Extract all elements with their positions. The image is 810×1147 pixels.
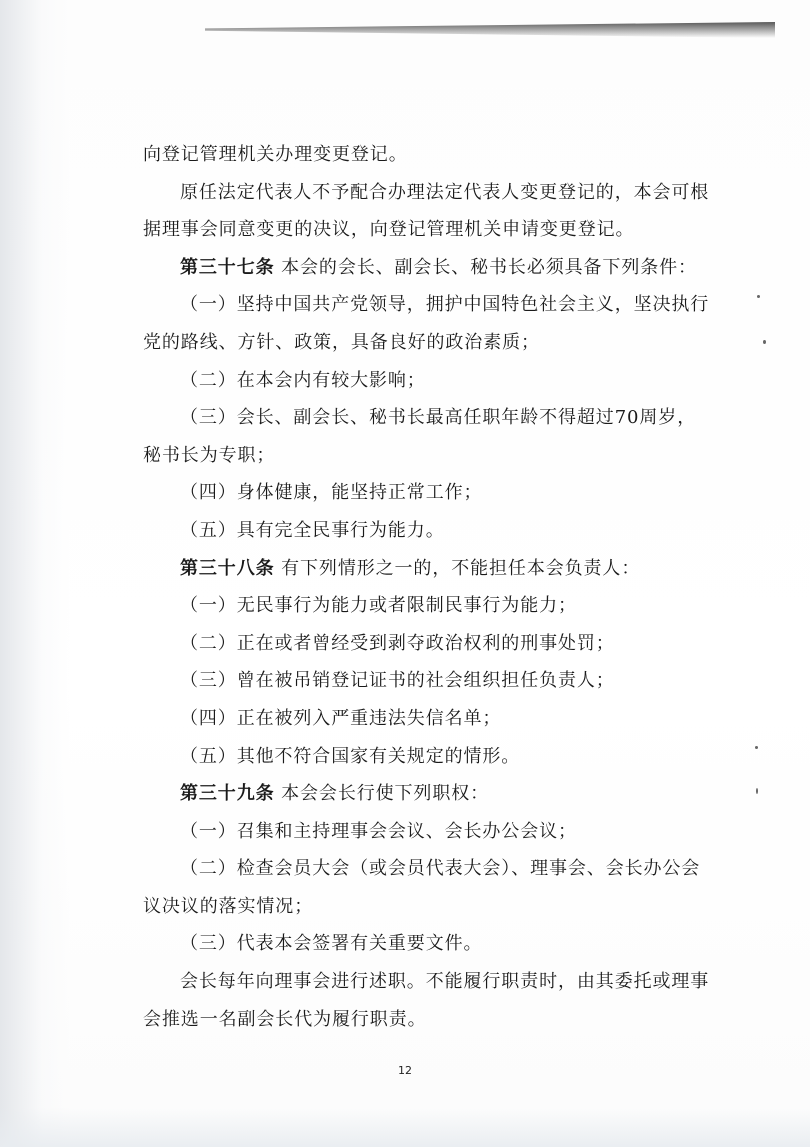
- document-body: [143, 136, 710, 1038]
- text-line: [143, 286, 710, 324]
- text-line: [143, 249, 697, 287]
- article-heading: 第三十七条: [180, 256, 275, 278]
- line-text: 本会会长行使下列职权：: [274, 783, 490, 805]
- line-text: （三）曾在被吊销登记证书的社会组织担任负责人；: [180, 670, 615, 692]
- line-text: 据理事会同意变更的决议，向登记管理机关申请变更登记。: [143, 219, 635, 241]
- article-heading: 第三十八条: [180, 557, 275, 579]
- text-line: [143, 437, 683, 475]
- line-text: （四）身体健康，能坚持正常工作；: [180, 482, 483, 504]
- text-line: [143, 324, 683, 362]
- text-line: [143, 1001, 683, 1039]
- scan-speck: [755, 746, 758, 749]
- text-line: [143, 587, 683, 625]
- line-text: 向登记管理机关办理变更登记。: [143, 144, 408, 165]
- line-text: 议决议的落实情况；: [143, 895, 314, 917]
- line-text: 会推选一名副会长代为履行职责。: [143, 1008, 427, 1030]
- scan-top-edge: [205, 22, 775, 38]
- text-line: [143, 362, 683, 400]
- line-text: （三）代表本会签署有关重要文件。: [180, 933, 483, 955]
- line-text: （三）会长、副会长、秘书长最高任职年龄不得超过70周岁，: [180, 407, 697, 429]
- line-text: 会长每年向理事会进行述职。不能履行职责时，由其委托或理事: [180, 971, 710, 993]
- line-text: 秘书长为专职；: [143, 444, 276, 466]
- text-line: [143, 775, 683, 813]
- line-text: （二）正在或者曾经受到剥夺政治权利的刑事处罚；: [180, 632, 615, 654]
- scan-left-shadow: [0, 0, 70, 1147]
- text-line: [143, 550, 683, 588]
- text-line: [143, 662, 683, 700]
- scan-speck: [756, 788, 758, 794]
- line-text: （二）检查会员大会（或会员代表大会）、理事会、会长办公会: [180, 858, 701, 880]
- scan-speck: [757, 295, 760, 298]
- line-text: 党的路线、方针、政策，具备良好的政治素质；: [143, 331, 540, 353]
- scan-speck: [763, 340, 766, 344]
- line-text: （一）无民事行为能力或者限制民事行为能力；: [180, 595, 577, 617]
- text-line: [143, 174, 710, 212]
- text-line: [143, 738, 683, 776]
- text-line: [143, 512, 683, 550]
- line-text: 有下列情形之一的，不能担任本会负责人：: [274, 557, 641, 579]
- page-number: 12: [398, 1064, 412, 1077]
- scan-bottom-shadow: [0, 1107, 810, 1147]
- line-text: （二）在本会内有较大影响；: [180, 369, 426, 391]
- line-text: （五）其他不符合国家有关规定的情形。: [180, 745, 521, 767]
- text-line: [143, 399, 697, 437]
- line-text: （一）召集和主持理事会会议、会长办公会议；: [180, 820, 577, 842]
- line-text: （一）坚持中国共产党领导，拥护中国特色社会主义，坚决执行: [180, 294, 710, 316]
- text-line: [143, 211, 683, 249]
- text-line: [143, 888, 683, 926]
- text-line: [143, 474, 683, 512]
- text-line: [143, 850, 701, 888]
- text-line: [143, 813, 683, 851]
- text-line: [143, 136, 683, 174]
- text-line: [143, 963, 710, 1001]
- line-text: 原任法定代表人不予配合办理法定代表人变更登记的，本会可根: [180, 181, 710, 203]
- text-line: [143, 700, 683, 738]
- text-line: [143, 625, 683, 663]
- text-line: [143, 925, 683, 963]
- line-text: （四）正在被列入严重违法失信名单；: [180, 707, 502, 729]
- article-heading: 第三十九条: [180, 783, 275, 805]
- line-text: 本会的会长、副会长、秘书长必须具备下列条件：: [274, 256, 697, 278]
- line-text: （五）具有完全民事行为能力。: [180, 519, 445, 541]
